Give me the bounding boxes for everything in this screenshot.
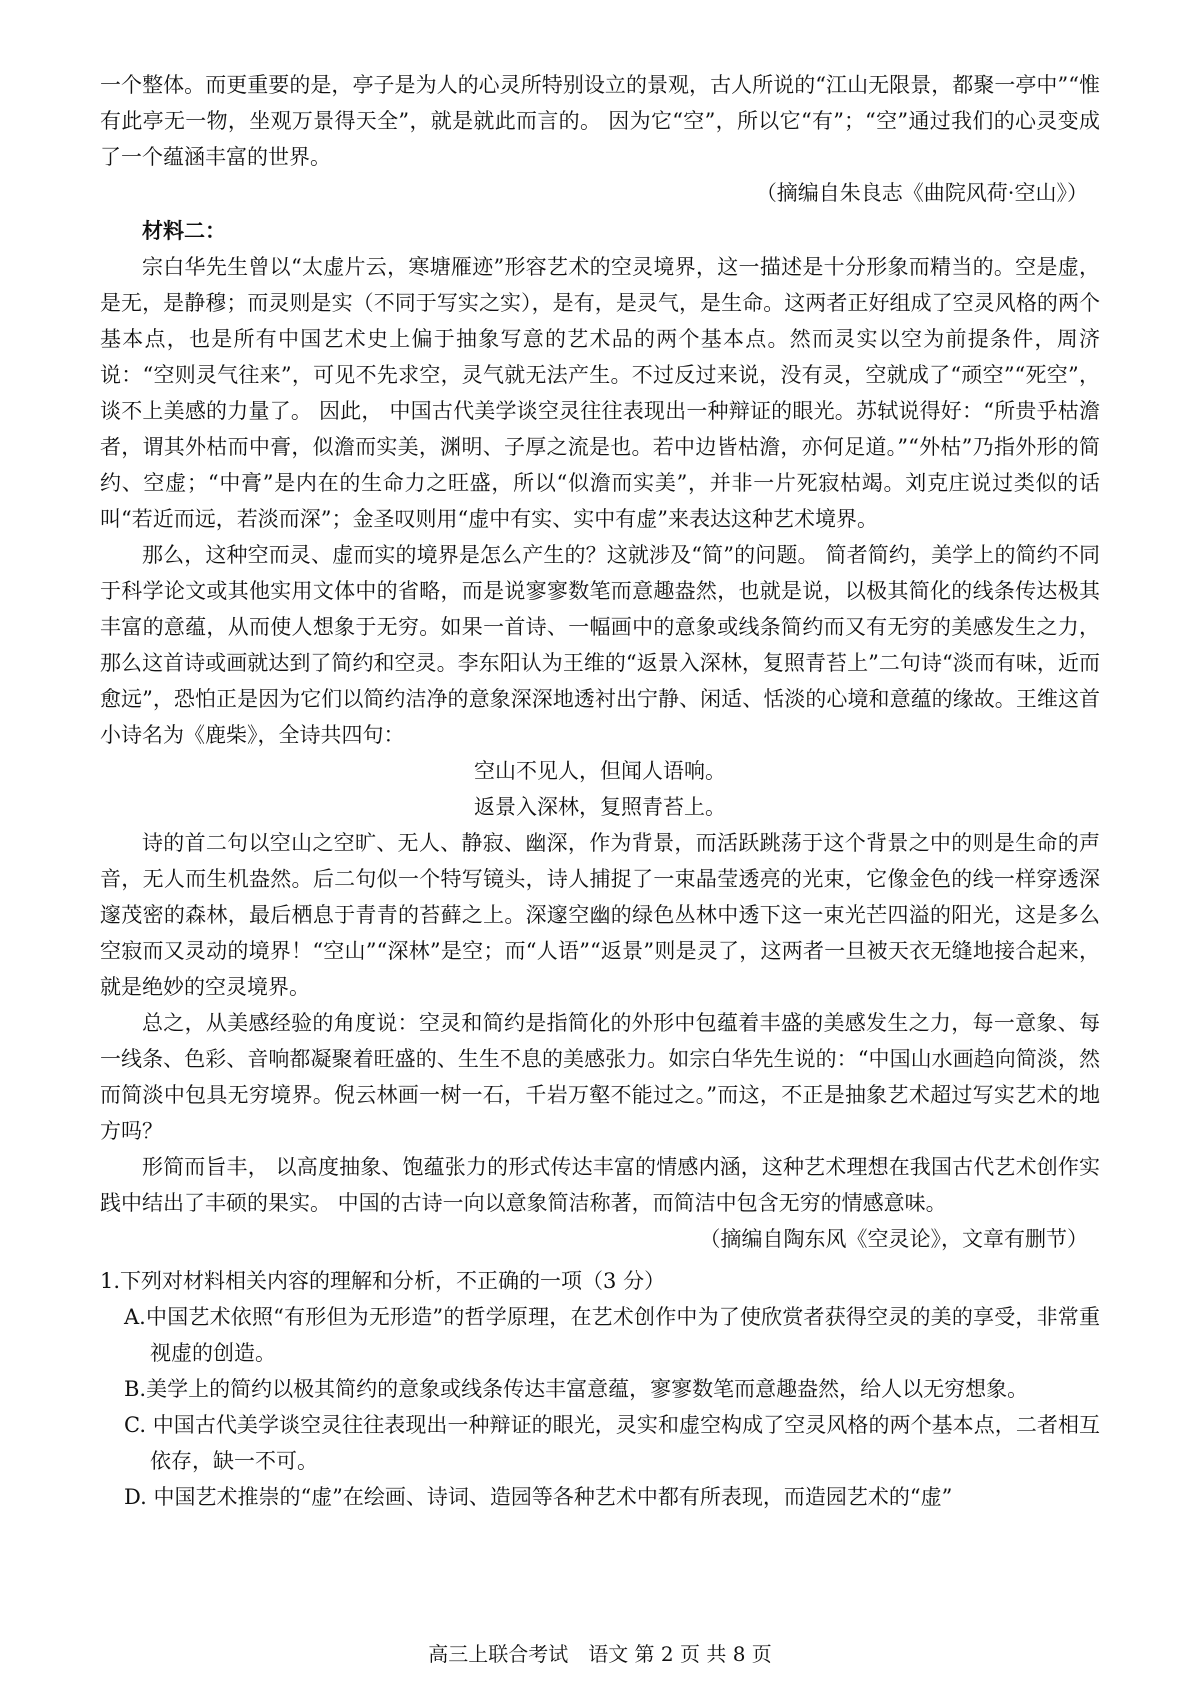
- option-d-text: D. 中国艺术推崇的“虚”在绘画、诗词、造园等各种艺术中都有所表现，而造园艺术的“虚”: [124, 1485, 953, 1509]
- exam-page: [100, 67, 1100, 1515]
- material-2-heading: 材料二：: [142, 218, 226, 243]
- paragraph: 诗的首二句以空山之空旷、无人、静寂、幽深，作为背景，而活跃跳荡于这个背景之中的则是生命的声音，无人而生机盎然。后二句似一个特写镜头，诗人捕捉了一束晶莹透亮的光束，它像金色的线一样穿透深邃茂密的森林，最后栖息于青青的苔藓之上。深邃空幽的绿色丛林中透下这一束光芒四溢的阳光，这是多么空寂而又灵动的境界！“空山”“深林”是空；而“人语”“返景”则是灵了，这两者一旦被天衣无缝地接合起来，就是绝妙的空灵境界。: [100, 831, 1100, 999]
- option-a-text: A.中国艺术依照“有形但为无形造”的哲学原理，在艺术创作中为了使欣赏者获得空灵的美的享受，非常重视虚的创造。: [124, 1305, 1100, 1365]
- page-footer: 高三上联合考试 语文 第 2 页 共 8 页: [428, 1642, 772, 1666]
- lead-paragraph: 一个整体。而更重要的是，亭子是为人的心灵所特别设立的景观，古人所说的“江山无限景，都聚一亭中”“惟有此亭无一物，坐观万景得天全”，就是就此而言的。 因为它“空”，所以它“有”；“空”通过我们的心灵变成了一个蕴涵丰富的世界。: [100, 73, 1100, 169]
- option-c[interactable]: [100, 1407, 1100, 1479]
- option-c-text: C. 中国古代美学谈空灵往往表现出一种辩证的眼光，灵实和虚空构成了空灵风格的两个基本点，二者相互依存，缺一不可。: [124, 1413, 1100, 1473]
- option-b[interactable]: [100, 1371, 1100, 1407]
- paragraph: 总之，从美感经验的角度说：空灵和简约是指简化的外形中包蕴着丰盛的美感发生之力，每一意象、每一线条、色彩、音响都凝聚着旺盛的、生生不息的美感张力。如宗白华先生说的：“中国山水画趋向简淡，然而简淡中包具无穷境界。倪云林画一树一石，千岩万壑不能过之。”而这，不正是抽象艺术超过写实艺术的地方吗？: [100, 1011, 1100, 1143]
- source-citation-2: （摘编自陶东风《空灵论》，文章有删节）: [699, 1227, 1088, 1251]
- option-b-text: B.美学上的简约以极其简约的意象或线条传达丰富意蕴，寥寥数笔而意趣盎然，给人以无穷想象。: [124, 1377, 1029, 1401]
- paragraph: 那么，这种空而灵、虚而实的境界是怎么产生的？这就涉及“简”的问题。 简者简约，美学上的简约不同于科学论文或其他实用文体中的省略，而是说寥寥数笔而意趣盎然，也就是说，以极其简化的线条传达极其丰富的意蕴，从而使人想象于无穷。如果一首诗、一幅画中的意象或线条简约而又有无穷的美感发生之力，那么这首诗或画就达到了简约和空灵。李东阳认为王维的“返景入深林，复照青苔上”二句诗“淡而有味，近而愈远”，恐怕正是因为它们以简约洁净的意象深深地透衬出宁静、闲适、恬淡的心境和意蕴的缘故。王维这首小诗名为《鹿柴》，全诗共四句：: [100, 543, 1100, 747]
- source-citation-1: （摘编自朱良志《曲院风荷·空山》）: [755, 181, 1088, 205]
- poem-line: 返景入深林，复照青苔上。: [474, 795, 726, 819]
- paragraph: 宗白华先生曾以“太虚片云，寒塘雁迹”形容艺术的空灵境界，这一描述是十分形象而精当的。空是虚，是无，是静穆；而灵则是实（不同于写实之实），是有，是灵气，是生命。这两者正好组成了空灵风格的两个基本点，也是所有中国艺术史上偏于抽象写意的艺术品的两个基本点。然而灵实以空为前提条件，周济说：“空则灵气往来”，可见不先求空，灵气就无法产生。不过反过来说，没有灵，空就成了“顽空”“死空”，谈不上美感的力量了。 因此， 中国古代美学谈空灵往往表现出一种辩证的眼光。苏轼说得好：“所贵乎枯澹者，谓其外枯而中膏，似澹而实美，渊明、子厚之流是也。若中边皆枯澹，亦何足道。”“外枯”乃指外形的简约、空虚；“中膏”是内在的生命力之旺盛，所以“似澹而实美”，并非一片死寂枯竭。刘克庄说过类似的话叫“若近而远，若淡而深”；金圣叹则用“虚中有实、实中有虚”来表达这种艺术境界。: [100, 255, 1100, 531]
- paragraph: 形简而旨丰， 以高度抽象、饱蕴张力的形式传达丰富的情感内涵，这种艺术理想在我国古代艺术创作实践中结出了丰硕的果实。 中国的古诗一向以意象简洁称著，而简洁中包含无穷的情感意味。: [100, 1155, 1100, 1215]
- option-d[interactable]: [100, 1479, 1100, 1515]
- option-a[interactable]: [100, 1299, 1100, 1371]
- question-1: 1.下列对材料相关内容的理解和分析，不正确的一项（3 分）: [100, 1269, 666, 1293]
- poem-line: 空山不见人，但闻人语响。: [474, 759, 726, 783]
